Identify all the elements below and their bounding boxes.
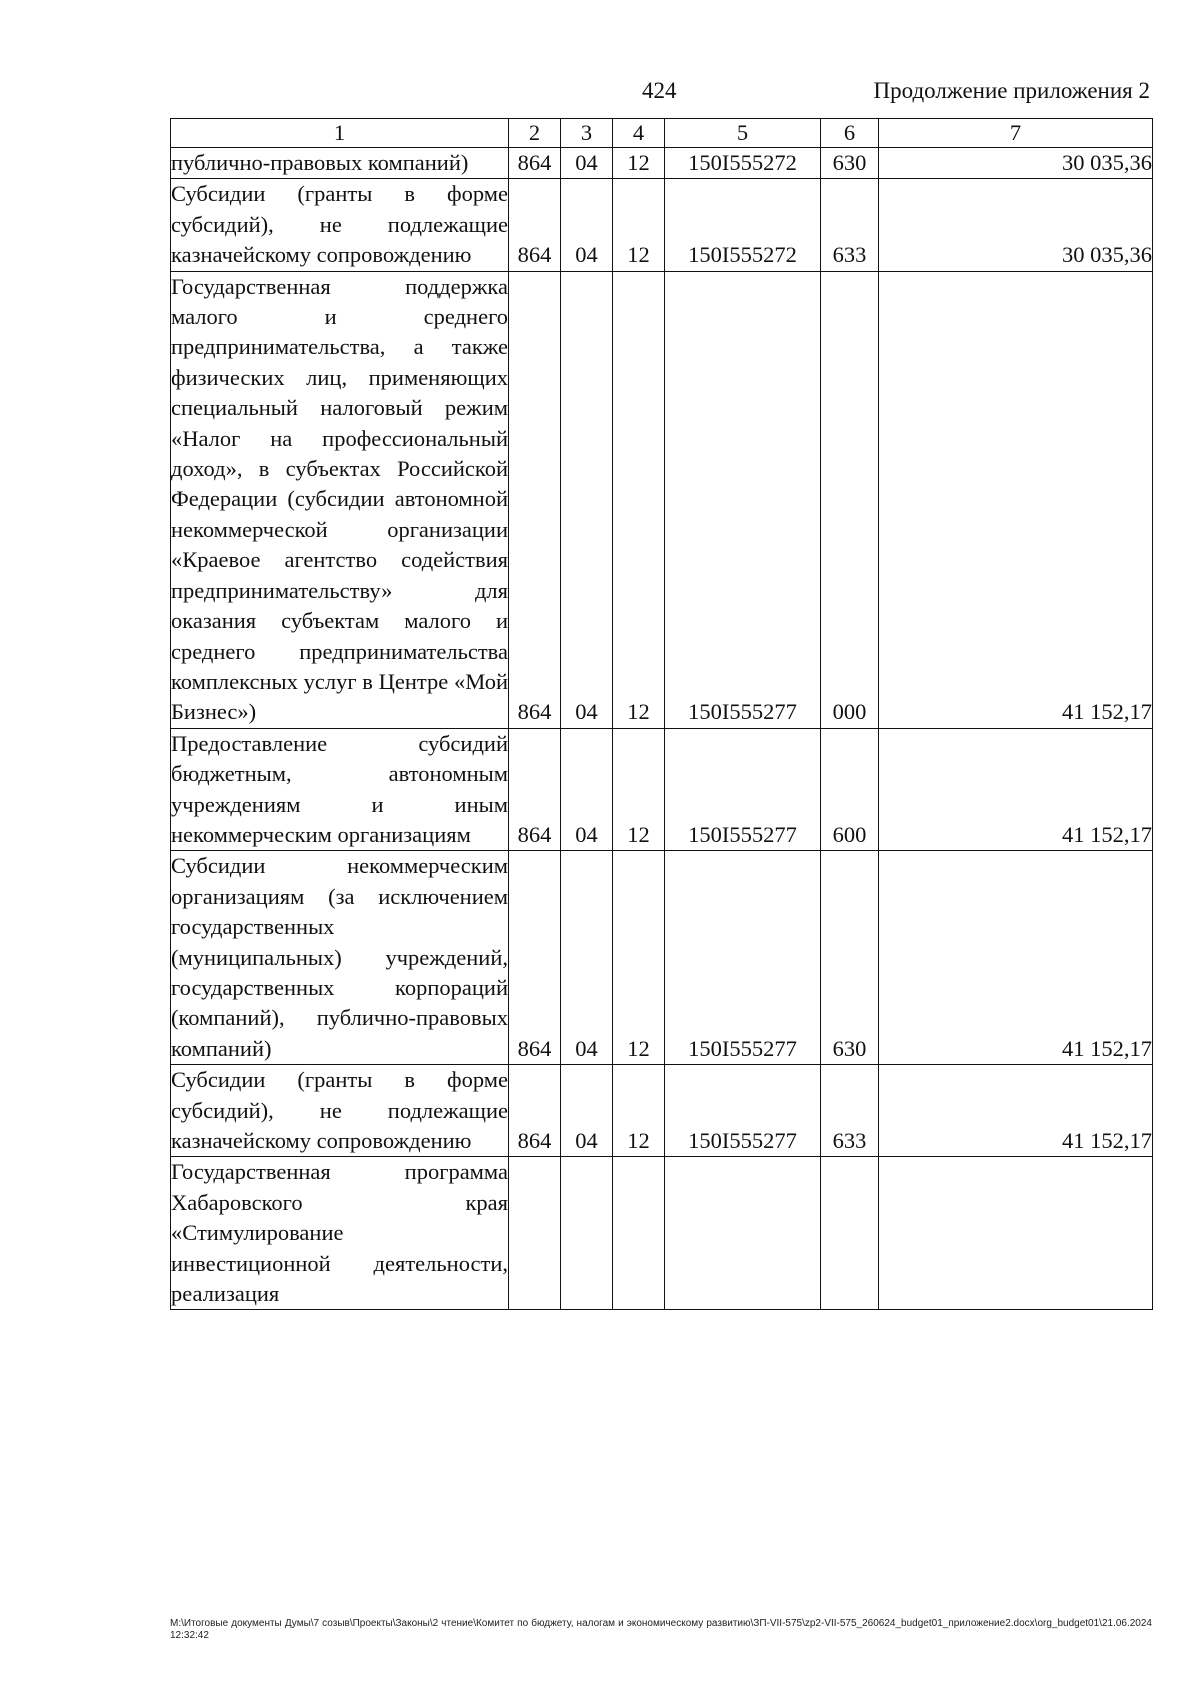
cell-ministry: 864	[509, 271, 561, 728]
page-number: 424	[642, 78, 677, 103]
column-header-7: 7	[879, 119, 1153, 148]
cell-expense-type	[821, 1157, 879, 1310]
column-header-6: 6	[821, 119, 879, 148]
column-header-1: 1	[171, 119, 509, 148]
cell-subsection: 12	[613, 271, 665, 728]
cell-ministry: 864	[509, 179, 561, 271]
table-row	[171, 148, 1153, 179]
column-header-4: 4	[613, 119, 665, 148]
cell-subsection	[613, 1157, 665, 1310]
cell-ministry: 864	[509, 148, 561, 179]
row-description: Предоставление субсидий бюджетным, автономным учреждениям и иным некоммерческим организациям	[171, 728, 509, 851]
cell-amount: 41 152,17	[879, 851, 1153, 1065]
cell-subsection: 12	[613, 179, 665, 271]
column-header-3: 3	[561, 119, 613, 148]
cell-target-article	[665, 1157, 821, 1310]
table-row	[171, 179, 1153, 271]
cell-target-article: 150I555272	[665, 179, 821, 271]
table-row	[171, 1157, 1153, 1310]
cell-target-article: 150I555277	[665, 728, 821, 851]
row-description: публично-правовых компаний)	[171, 148, 509, 179]
cell-section: 04	[561, 851, 613, 1065]
row-description: Субсидии (гранты в форме субсидий), не подлежащие казначейскому сопровождению	[171, 179, 509, 271]
cell-amount: 41 152,17	[879, 728, 1153, 851]
cell-expense-type: 633	[821, 1065, 879, 1157]
cell-expense-type: 633	[821, 179, 879, 271]
cell-section: 04	[561, 271, 613, 728]
cell-expense-type: 600	[821, 728, 879, 851]
table-row	[171, 851, 1153, 1065]
cell-ministry: 864	[509, 1065, 561, 1157]
cell-amount: 30 035,36	[879, 179, 1153, 271]
cell-section: 04	[561, 1065, 613, 1157]
cell-subsection: 12	[613, 851, 665, 1065]
table-header-row	[171, 119, 1153, 148]
cell-subsection: 12	[613, 728, 665, 851]
column-header-5: 5	[665, 119, 821, 148]
row-description: Государственная поддержка малого и среднего предпринимательства, а также физических лиц, применяющих специальный налоговый режим «Налог на профессиональный доход», в субъектах Российской Федерации (субсидии автономной некоммерческой организации «Краевое агентство содействия предпринимательству» для оказания субъектам малого и среднего предпринимательства комплексных услуг в Центре «Мой Бизнес»)	[171, 271, 509, 728]
cell-expense-type: 630	[821, 851, 879, 1065]
table-row	[171, 728, 1153, 851]
row-description: Государственная программа Хабаровского края «Стимулирование инвестиционной деятельности, реализация	[171, 1157, 509, 1310]
cell-section: 04	[561, 179, 613, 271]
cell-amount: 30 035,36	[879, 148, 1153, 179]
cell-amount	[879, 1157, 1153, 1310]
cell-amount: 41 152,17	[879, 271, 1153, 728]
column-header-2: 2	[509, 119, 561, 148]
cell-section: 04	[561, 728, 613, 851]
cell-expense-type: 630	[821, 148, 879, 179]
cell-ministry: 864	[509, 728, 561, 851]
document-path-footer: M:\Итоговые документы Думы\7 созыв\Проекты\Законы\2 чтение\Комитет по бюджету, налогам и экономическому развитию\ЗП-VII-575\zp2-VII-575_260624_budget01_приложение2.docx\org_budget01\21.06.2024 12:32:42	[170, 1618, 1152, 1641]
cell-ministry	[509, 1157, 561, 1310]
cell-expense-type: 000	[821, 271, 879, 728]
cell-section: 04	[561, 148, 613, 179]
row-description: Субсидии некоммерческим организациям (за исключением государственных (муниципальных) учреждений, государственных корпораций (компаний), публично-правовых компаний)	[171, 851, 509, 1065]
table-row	[171, 1065, 1153, 1157]
table-row	[171, 271, 1153, 728]
cell-subsection: 12	[613, 1065, 665, 1157]
cell-section	[561, 1157, 613, 1310]
cell-target-article: 150I555277	[665, 1065, 821, 1157]
cell-subsection: 12	[613, 148, 665, 179]
cell-target-article: 150I555277	[665, 271, 821, 728]
cell-ministry: 864	[509, 851, 561, 1065]
cell-amount: 41 152,17	[879, 1065, 1153, 1157]
budget-table	[170, 118, 1153, 1310]
continuation-title: Продолжение приложения 2	[873, 78, 1150, 103]
row-description: Субсидии (гранты в форме субсидий), не подлежащие казначейскому сопровождению	[171, 1065, 509, 1157]
cell-target-article: 150I555277	[665, 851, 821, 1065]
cell-target-article: 150I555272	[665, 148, 821, 179]
